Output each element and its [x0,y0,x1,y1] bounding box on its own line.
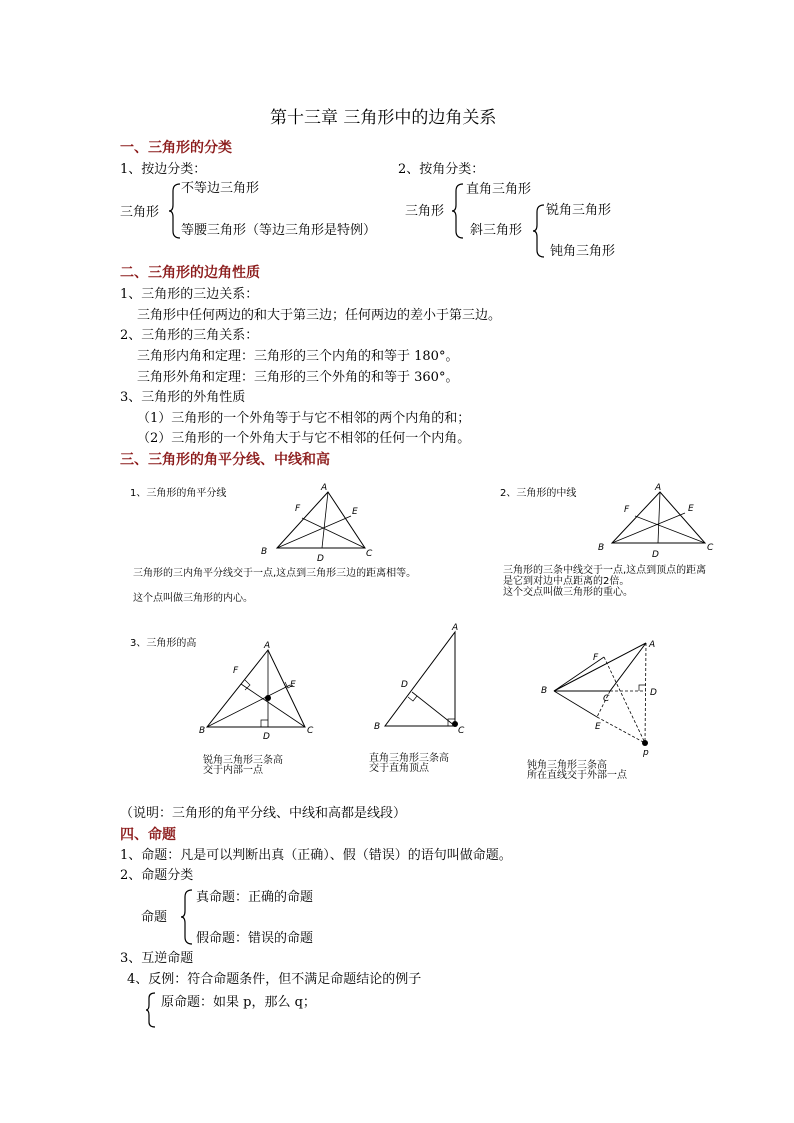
point-label: B [261,547,268,557]
proposition-root: 命题 [141,910,168,925]
altitude-caption: 3、三角形的高 [130,638,197,649]
point-label: C [707,543,714,553]
text-line: （2）三角形的一个外角大于与它不相邻的任何一个内角。 [137,431,471,446]
text-line: 4、反例：符合命题条件，但不满足命题结论的例子 [127,972,422,987]
obtuse-caption: 钝角三角形三条高 [527,760,607,771]
point-label: C [458,726,465,736]
point-label: D [263,732,270,742]
point-label: C [307,726,314,736]
median-desc: 是它到对边中点距离的2倍。 [503,576,630,587]
classify-by-side-root: 三角形 [120,205,160,220]
text-line: （1）三角形的一个外角等于与它不相邻的两个内角的和； [137,411,471,426]
point-label: D [317,554,324,564]
acute-altitude-diagram [195,640,330,745]
point-label: E [352,507,358,517]
point-label: F [295,504,301,514]
point-label: A [655,483,662,493]
point-label: B [374,722,381,732]
true-proposition: 真命题：正确的命题 [196,890,314,905]
bisector-triangle-diagram [255,480,385,570]
page-title: 第十三章 三角形中的边角关系 [270,108,497,128]
median-desc: 三角形的三条中线交于一点,这点到顶点的距离 [503,565,707,576]
text-line: 1、三角形的三边关系： [120,287,259,302]
text-line: 2、三角形的三角关系： [120,328,259,343]
section-3-heading: 三、三角形的角平分线、中线和高 [120,452,330,468]
right-caption: 交于直角顶点 [369,763,429,774]
note-text: （说明：三角形的角平分线、中线和高都是线段） [120,806,407,821]
point-label: D [650,688,657,698]
median-caption: 2、三角形的中线 [500,488,577,499]
text-line: 1、命题：凡是可以判断出真（正确）、假（错误）的语句叫做命题。 [120,848,512,863]
point-label: D [652,550,659,560]
point-label: A [452,623,459,633]
classify-by-angle-label: 2、按角分类： [398,162,485,177]
point-label: A [321,483,328,493]
point-label: D [401,680,408,690]
point-label: A [649,640,656,650]
text-line: 三角形内角和定理：三角形的三个内角的和等于 180°。 [137,349,459,364]
section-4-heading: 四、命题 [120,827,176,843]
point-label: C [603,694,610,704]
isosceles-triangle: 等腰三角形（等边三角形是特例） [181,223,377,238]
point-label: C [366,549,373,559]
brace-icon [145,992,157,1028]
original-proposition: 原命题：如果 p，那么 q； [161,995,316,1010]
brace-icon [168,183,182,239]
classify-by-side-label: 1、按边分类： [120,162,207,177]
right-caption: 直角三角形三条高 [369,753,449,764]
bisector-caption: 1、三角形的角平分线 [130,488,227,499]
right-triangle: 直角三角形 [466,182,532,197]
classify-by-angle-root: 三角形 [405,204,445,219]
bisector-desc: 三角形的三内角平分线交于一点,这点到三角形三边的距离相等。 [133,568,417,579]
obtuse-triangle: 钝角三角形 [550,244,616,259]
scalene-triangle: 不等边三角形 [181,181,260,196]
point-label: E [290,680,296,690]
obtuse-altitude-diagram [535,635,670,758]
text-line: 2、命题分类 [120,868,194,883]
right-altitude-diagram [370,620,475,735]
point-label: B [598,543,605,553]
false-proposition: 假命题：错误的命题 [196,931,314,946]
acute-triangle: 锐角三角形 [546,203,612,218]
median-desc: 这个交点叫做三角形的重心。 [503,587,633,598]
section-1-heading: 一、三角形的分类 [120,140,232,156]
bisector-desc: 这个点叫做三角形的内心。 [133,593,253,604]
brace-icon [532,204,546,258]
median-triangle-diagram [595,480,725,565]
section-2-heading: 二、三角形的边角性质 [120,265,260,281]
point-label: F [624,505,630,515]
text-line: 三角形外角和定理：三角形的三个外角的和等于 360°。 [137,370,459,385]
text-line: 3、互逆命题 [120,951,194,966]
point-label: F [593,653,599,663]
point-label: A [264,641,271,651]
point-label: F [233,666,239,676]
point-label: E [595,722,601,732]
obtuse-caption: 所在直线交于外部一点 [527,770,627,781]
point-label: E [688,504,694,514]
oblique-triangle: 斜三角形 [470,223,523,238]
text-line: 3、三角形的外角性质 [120,390,246,405]
point-label: B [541,686,548,696]
brace-icon [180,889,194,945]
brace-icon [451,183,465,239]
text-line: 三角形中任何两边的和大于第三边；任何两边的差小于第三边。 [137,308,502,323]
acute-caption: 锐角三角形三条高 [203,755,283,766]
point-label: p [643,748,649,758]
acute-caption: 交于内部一点 [203,765,263,776]
point-label: B [199,726,206,736]
